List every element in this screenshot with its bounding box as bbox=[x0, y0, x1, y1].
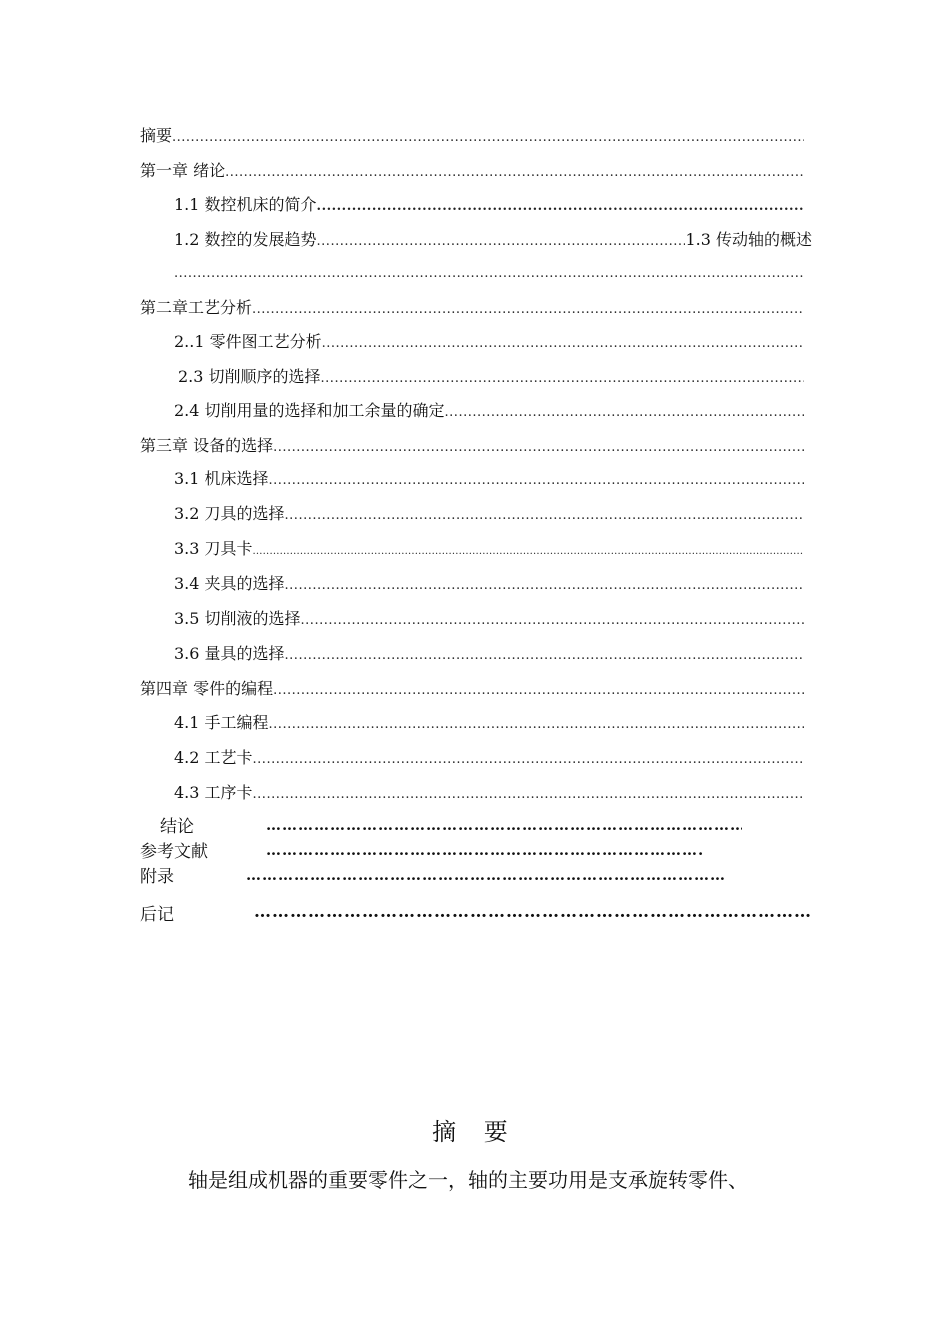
toc-entry-references[interactable]: 参考文献 bbox=[140, 842, 208, 862]
toc-entry-2-3[interactable]: 2.3 切削顺序的选择 ..... bbox=[178, 365, 804, 389]
dot-leader bbox=[172, 126, 804, 150]
toc-entry-3-5[interactable]: 3.5 切削液的选择 ..... bbox=[174, 607, 804, 631]
dot-leader bbox=[252, 298, 804, 322]
toc-entry-4-1[interactable]: 4.1 手工编程 ..... bbox=[174, 711, 804, 735]
abstract-paragraph: 轴是组成机器的重要零件之一，轴的主要功用是支承旋转零件、 bbox=[188, 1168, 748, 1192]
dot-leader bbox=[225, 161, 804, 185]
dot-leader bbox=[174, 262, 804, 286]
toc-entry-3-6[interactable]: 3.6 量具的选择 ..... bbox=[174, 642, 804, 666]
dot-leader bbox=[321, 367, 804, 391]
toc-entry-chapter-2[interactable]: 第二章工艺分析 ..... bbox=[140, 296, 804, 320]
toc-entry-2-4[interactable]: 2.4 切削用量的选择和加工余量的确定 ..... bbox=[174, 399, 804, 423]
dot-leader bbox=[253, 748, 804, 772]
toc-entry-chapter-1[interactable]: 第一章 绪论 ..... bbox=[140, 159, 804, 183]
dot-leader bbox=[273, 679, 804, 703]
toc-entry-1-3-leader bbox=[174, 262, 804, 286]
dot-leader bbox=[301, 609, 804, 633]
ellipsis-leader bbox=[246, 865, 724, 885]
toc-entry-1-2[interactable]: 1.2 数控的发展趋势 ..... 1.3 传动轴的概述 bbox=[174, 228, 812, 252]
toc-entry-1-3-label[interactable]: 1.3 传动轴的概述 bbox=[685, 230, 812, 249]
toc-entry-1-1[interactable]: 1.1 数控机床的简介 ..... bbox=[174, 193, 804, 217]
dot-leader bbox=[285, 504, 804, 528]
toc-entry-chapter-4[interactable]: 第四章 零件的编程 ..... bbox=[140, 677, 804, 701]
toc-entry-3-3[interactable]: 3.3 刀具卡 ..... bbox=[174, 537, 804, 561]
toc-entry-3-1[interactable]: 3.1 机床选择 ..... bbox=[174, 467, 804, 491]
toc-entry-4-2[interactable]: 4.2 工艺卡 ..... bbox=[174, 746, 804, 770]
toc-entry-conclusion[interactable]: 结论 bbox=[160, 817, 194, 837]
toc-entry-appendix[interactable]: 附录 bbox=[140, 867, 174, 887]
toc-entry-2-1[interactable]: 2..1 零件图工艺分析 ..... bbox=[174, 330, 804, 354]
dot-leader bbox=[253, 783, 804, 807]
dot-leader bbox=[445, 401, 804, 425]
toc-entry-abstract[interactable]: 摘要 ..... bbox=[140, 124, 804, 148]
dot-leader bbox=[317, 195, 804, 219]
dot-leader bbox=[317, 230, 686, 254]
ellipsis-leader bbox=[254, 902, 810, 922]
toc-entry-chapter-3[interactable]: 第三章 设备的选择 ..... bbox=[140, 434, 804, 458]
dot-leader bbox=[269, 713, 804, 737]
abstract-heading: 摘 要 bbox=[432, 1118, 518, 1147]
dot-leader bbox=[253, 540, 804, 564]
toc-entry-4-3[interactable]: 4.3 工序卡 ..... bbox=[174, 781, 804, 805]
toc-entry-postscript[interactable]: 后记 bbox=[140, 905, 174, 925]
ellipsis-leader bbox=[266, 815, 742, 835]
dot-leader bbox=[269, 469, 804, 493]
dot-leader bbox=[273, 436, 804, 460]
toc-entry-3-2[interactable]: 3.2 刀具的选择 ..... bbox=[174, 502, 804, 526]
dot-leader bbox=[285, 644, 804, 668]
dot-leader bbox=[322, 332, 804, 356]
toc-entry-3-4[interactable]: 3.4 夹具的选择 ..... bbox=[174, 572, 804, 596]
dot-leader bbox=[285, 574, 804, 598]
ellipsis-leader bbox=[266, 840, 704, 860]
